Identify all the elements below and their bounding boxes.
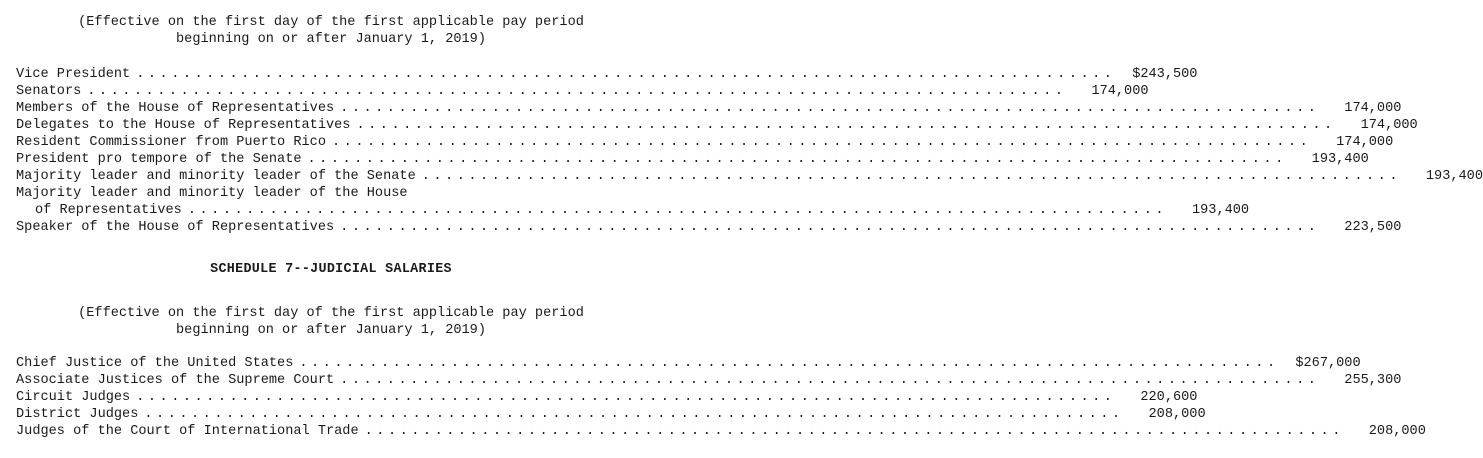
row-label: District Judges [16,407,139,422]
row-amount: 193,400 [1191,203,1250,218]
legislative-effective-note [0,14,662,48]
row-amount: 208,000 [1148,407,1206,422]
salary-row-house-leaders-line-1 [16,185,644,202]
row-amount: 174,000 [1344,101,1402,116]
row-label: Senators [16,84,82,99]
dot-leader: .................................................................................... [87,84,1067,99]
row-amount: 174,000 [1091,84,1149,99]
row-amount: $243,500 [1132,67,1198,82]
judicial-salary-table [16,355,1426,440]
row-label: Circuit Judges [16,390,131,405]
row-amount: 223,500 [1344,220,1402,235]
dot-leader: .................................................................................... [340,373,1320,388]
row-label: Members of the House of Representatives [16,101,335,116]
row-amount: 255,300 [1344,373,1402,388]
dot-leader: .................................................................................... [332,135,1312,150]
row-label: Judges of the Court of International Trade [16,424,359,439]
row-label: Vice President [16,67,131,82]
row-label: Majority leader and minority leader of the House [16,186,408,201]
salary-row-delegates [16,117,1418,134]
dot-leader: .................................................................................... [144,407,1124,422]
salary-row-senate-leaders [16,168,1483,185]
dot-leader: .................................................................................... [307,152,1287,167]
dot-leader: .................................................................................... [421,169,1401,184]
salary-row-senators [16,83,1149,100]
row-label: Associate Justices of the Supreme Court [16,373,335,388]
salary-row-house-members [16,100,1402,117]
dot-leader: .................................................................................... [299,356,1279,371]
dot-leader: .................................................................................... [356,118,1336,133]
row-label: Majority leader and minority leader of the Senate [16,169,416,184]
judicial-effective-line-1: (Effective on the first day of the first applicable pay period [78,306,584,321]
row-amount: 220,600 [1140,390,1198,405]
salary-row-associate-justices [16,372,1402,389]
dot-leader: .................................................................................... [136,67,1116,82]
row-amount: 208,000 [1368,424,1426,439]
legislative-effective-line-1: (Effective on the first day of the first applicable pay period [78,15,584,30]
dot-leader: .................................................................................... [364,424,1344,439]
row-label: Delegates to the House of Representatives [16,118,351,133]
dot-leader: .................................................................................... [136,390,1116,405]
row-label: of Representatives [35,203,182,218]
salary-row-international-trade-judges [16,423,1426,440]
dot-leader: .................................................................................... [340,220,1320,235]
salary-row-vice-president [16,66,1198,83]
row-label: President pro tempore of the Senate [16,152,302,167]
salary-row-speaker [16,219,1402,236]
row-amount: 174,000 [1360,118,1418,133]
salary-row-chief-justice [16,355,1361,372]
salary-row-district-judges [16,406,1206,423]
salary-row-resident-commissioner [16,134,1394,151]
judicial-effective-note [0,305,662,339]
row-label: Chief Justice of the United States [16,356,294,371]
dot-leader: .................................................................................... [340,101,1320,116]
legislative-effective-line-2: beginning on or after January 1, 2019) [176,32,486,47]
dot-leader: .................................................................................... [187,203,1168,218]
row-amount: $267,000 [1295,356,1361,371]
salary-row-president-pro-tempore [16,151,1369,168]
row-amount: 174,000 [1336,135,1394,150]
judicial-schedule-heading: SCHEDULE 7--JUDICIAL SALARIES [210,262,452,277]
row-label: Resident Commissioner from Puerto Rico [16,135,326,150]
row-label: Speaker of the House of Representatives [16,220,335,235]
salary-row-circuit-judges [16,389,1198,406]
legislative-salary-table [16,66,1483,236]
judicial-effective-line-2: beginning on or after January 1, 2019) [176,323,486,338]
row-amount: 193,400 [1425,169,1483,184]
row-amount: 193,400 [1311,152,1369,167]
salary-row-house-leaders-line-2 [16,202,1250,219]
